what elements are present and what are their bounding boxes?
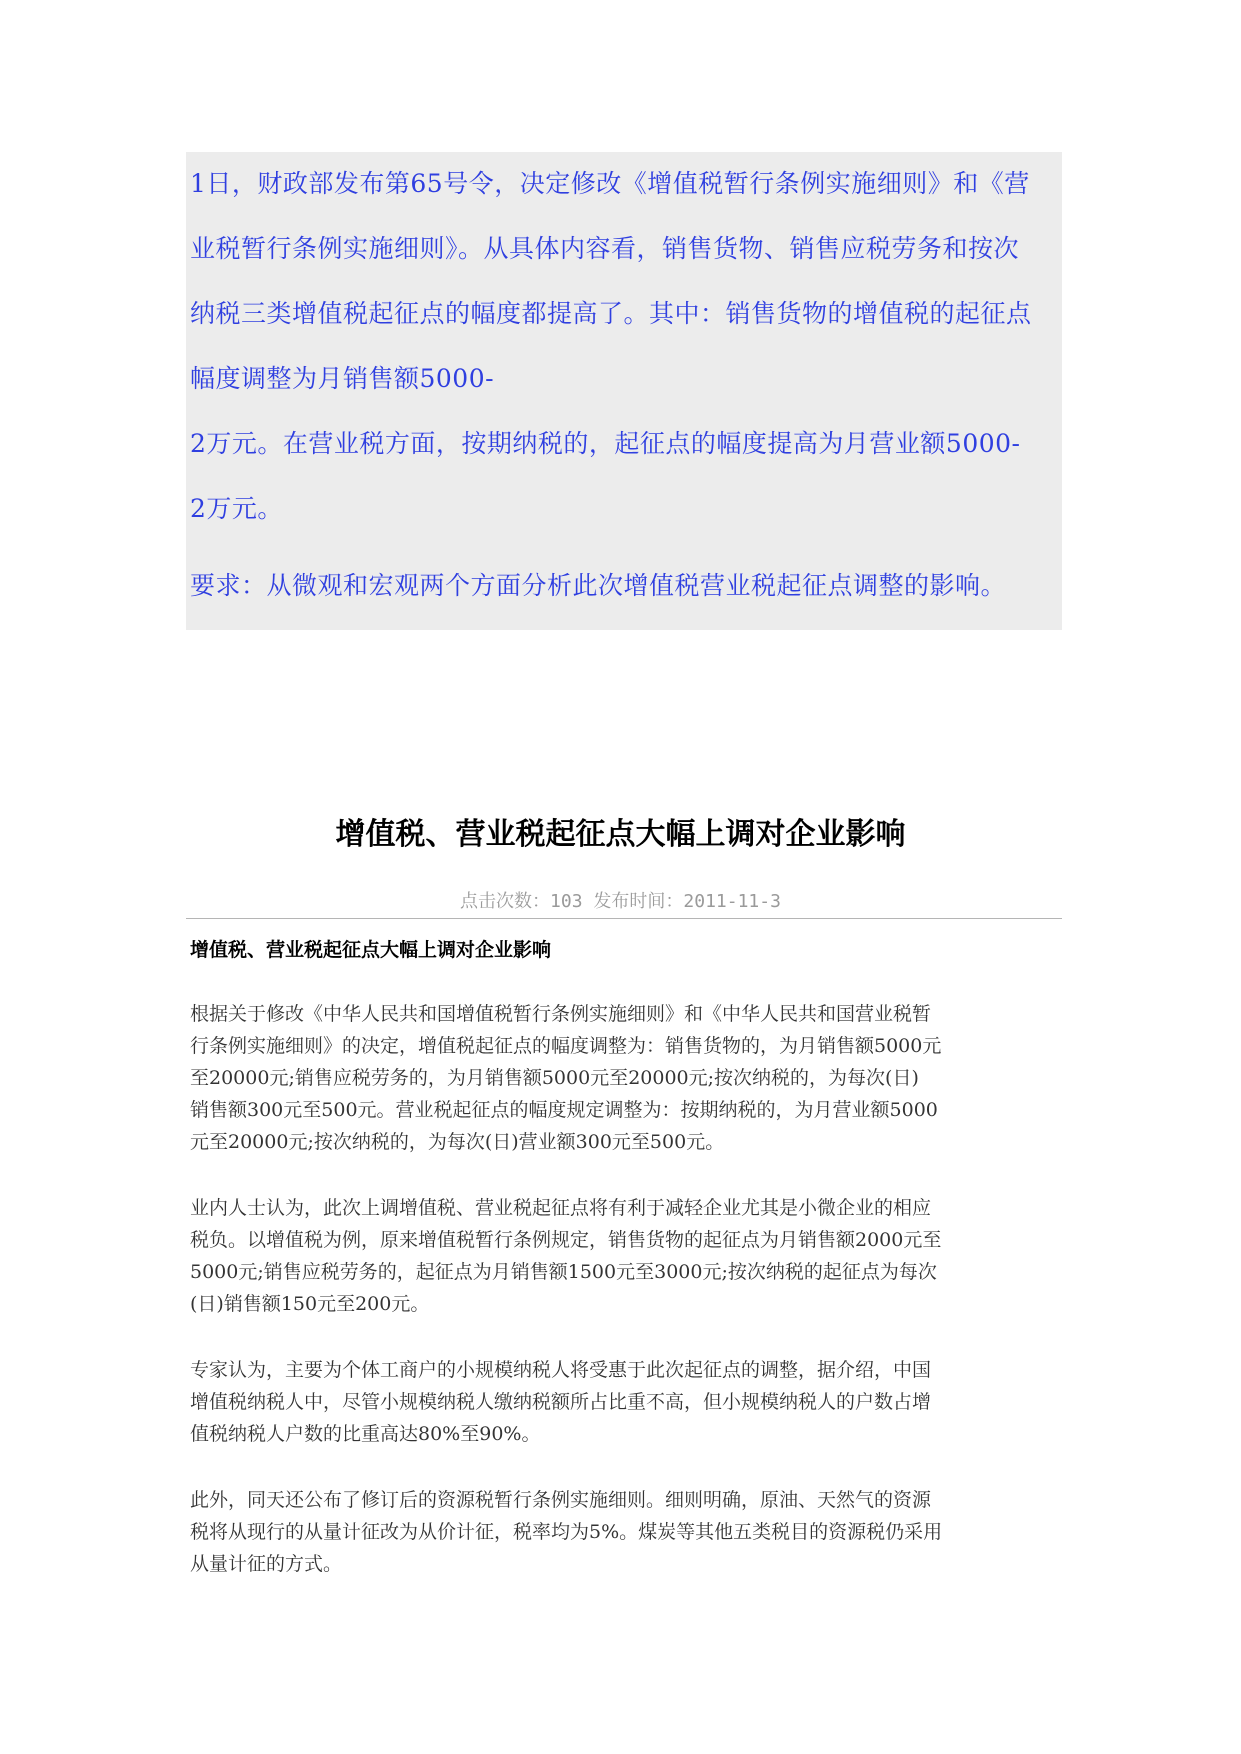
paragraph-line: 税负。以增值税为例，原来增值税暂行条例规定，销售货物的起征点为月销售额2000元至	[190, 1229, 942, 1251]
paragraph-line: 5000元;销售应税劳务的，起征点为月销售额1500元至3000元;按次纳税的起征点为每次	[190, 1261, 937, 1283]
question-line: 2万元。在营业税方面，按期纳税的，起征点的幅度提高为月营业额5000-	[190, 429, 1021, 458]
paragraph-line: 行条例实施细则》的决定，增值税起征点的幅度调整为：销售货物的，为月销售额5000元	[190, 1035, 942, 1057]
paragraph-line: 值税纳税人户数的比重高达80%至90%。	[190, 1423, 541, 1445]
paragraph-line: 业内人士认为，此次上调增值税、营业税起征点将有利于减轻企业尤其是小微企业的相应	[190, 1197, 932, 1219]
question-line: 1日，财政部发布第65号令，决定修改《增值税暂行条例实施细则》和《营	[190, 169, 1030, 198]
paragraph-line: 从量计征的方式。	[190, 1553, 343, 1575]
paragraph-line: 增值税纳税人中，尽管小规模纳税人缴纳税额所占比重不高，但小规模纳税人的户数占增	[190, 1391, 932, 1413]
question-line: 纳税三类增值税起征点的幅度都提高了。其中：销售货物的增值税的起征点	[190, 299, 1032, 328]
paragraph-line: 根据关于修改《中华人民共和国增值税暂行条例实施细则》和《中华人民共和国营业税暂	[190, 1003, 932, 1025]
article-title: 增值税、营业税起征点大幅上调对企业影响	[335, 817, 906, 852]
question-line: 业税暂行条例实施细则》。从具体内容看，销售货物、销售应税劳务和按次	[190, 234, 1020, 263]
paragraph-line: 专家认为，主要为个体工商户的小规模纳税人将受惠于此次起征点的调整，据介绍，中国	[190, 1359, 932, 1381]
article-subtitle: 增值税、营业税起征点大幅上调对企业影响	[190, 939, 552, 961]
paragraph-line: 元至20000元;按次纳税的，为每次(日)营业额300元至500元。	[190, 1131, 725, 1153]
paragraph-line: 此外，同天还公布了修订后的资源税暂行条例实施细则。细则明确，原油、天然气的资源	[190, 1489, 932, 1511]
paragraph-line: (日)销售额150元至200元。	[190, 1293, 430, 1315]
paragraph-line: 销售额300元至500元。营业税起征点的幅度规定调整为：按期纳税的，为月营业额5000	[190, 1099, 938, 1121]
paragraph-line: 至20000元;销售应税劳务的，为月销售额5000元至20000元;按次纳税的，为每次(日)	[190, 1067, 919, 1089]
paragraph-line: 税将从现行的从量计征改为从价计征，税率均为5%。煤炭等其他五类税目的资源税仍采用	[190, 1521, 943, 1543]
question-line: 2万元。	[190, 494, 283, 523]
divider	[186, 918, 1062, 919]
question-line: 幅度调整为月销售额5000-	[190, 364, 495, 393]
article-meta: 点击次数：103 发布时间：2011-11-3	[460, 891, 781, 912]
question-requirement: 要求：从微观和宏观两个方面分析此次增值税营业税起征点调整的影响。	[190, 571, 1007, 600]
